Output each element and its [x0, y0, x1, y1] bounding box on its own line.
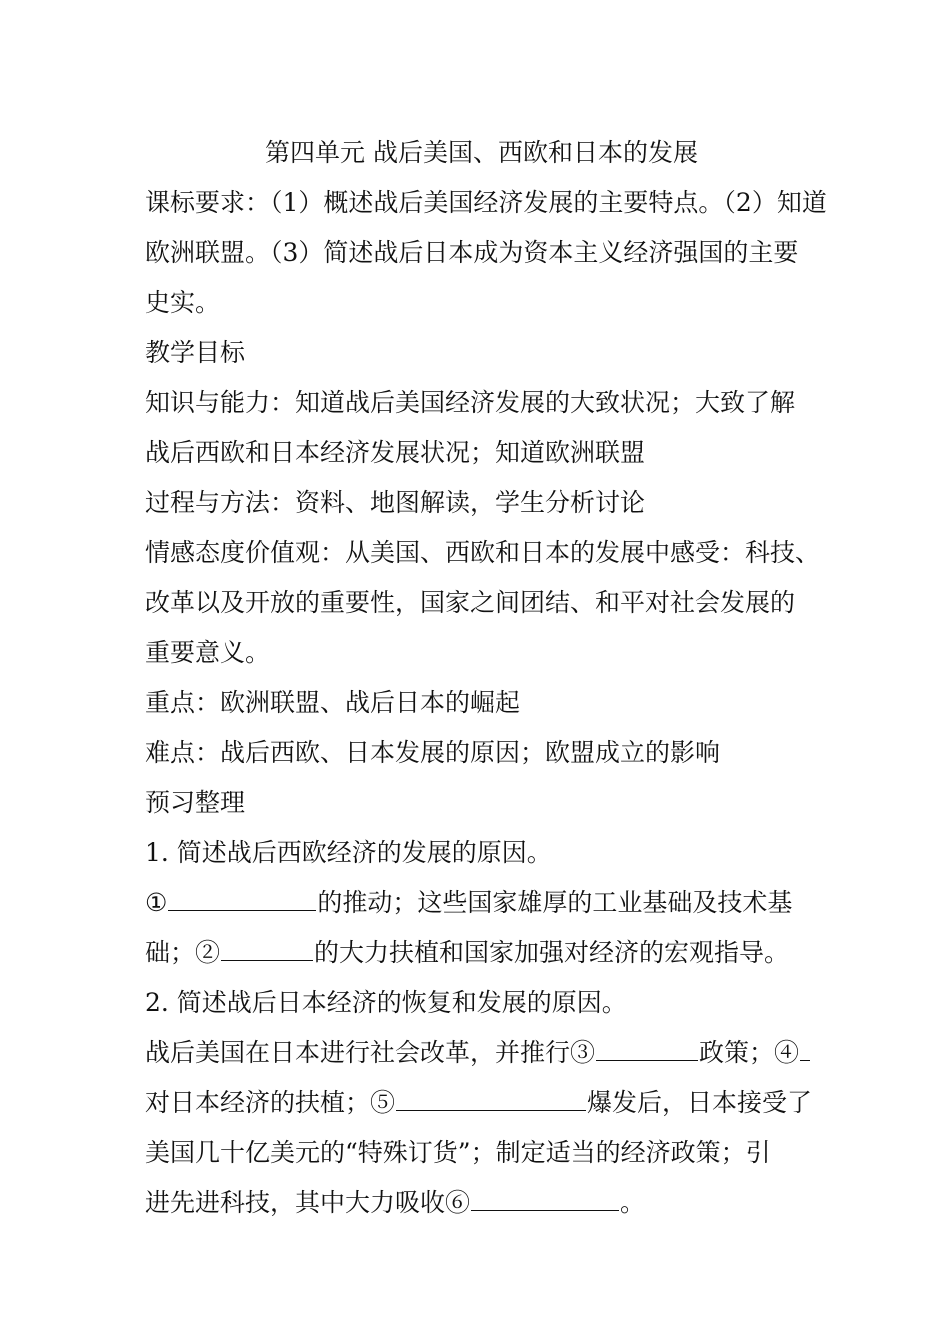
blank-marker-1: ① [145, 888, 168, 917]
text-segment: 进先进科技，其中大力吸收 [145, 1188, 446, 1217]
emotion-line: 重要意义。 [145, 638, 271, 667]
fill-blank-3[interactable] [596, 1030, 698, 1061]
text-segment: 础； [145, 938, 196, 967]
text-segment: 的大力扶植和国家加强对经济的宏观指导。 [314, 938, 790, 967]
question-2-answer-line [145, 1078, 813, 1128]
fill-blank-5[interactable] [396, 1080, 586, 1111]
question-2-answer-line [145, 1028, 810, 1078]
curriculum-line: 课标要求：（1）概述战后美国经济发展的主要特点。（2）知道 [145, 188, 827, 217]
emotion-line: 改革以及开放的重要性，国家之间团结、和平对社会发展的 [145, 588, 796, 617]
curriculum-line: 史实。 [145, 288, 221, 317]
emotion-line: 情感态度价值观：从美国、西欧和日本的发展中感受：科技、 [145, 538, 821, 567]
question-2-answer-line: 美国几十亿美元的“特殊订货”；制定适当的经济政策；引 [145, 1138, 771, 1167]
fill-blank-2[interactable] [221, 930, 313, 961]
question-1-answer-line [145, 928, 810, 978]
question-1: 1. 简述战后西欧经济的发展的原因。 [145, 838, 552, 867]
document-page [145, 128, 827, 1228]
preview-heading: 预习整理 [145, 788, 246, 817]
text-segment: 政策； [699, 1038, 775, 1067]
question-2-answer-line [145, 1178, 810, 1228]
text-segment: 对日本经济的扶植； [145, 1088, 371, 1117]
fill-blank-6[interactable] [471, 1180, 619, 1211]
blank-marker-4: ④ [774, 1038, 800, 1067]
knowledge-line: 知识与能力：知道战后美国经济发展的大致状况；大致了解 [145, 388, 796, 417]
blank-marker-2: ② [195, 938, 221, 967]
text-segment: 战后美国在日本进行社会改革，并推行 [145, 1038, 571, 1067]
difficulty-line: 难点：战后西欧、日本发展的原因；欧盟成立的影响 [145, 738, 721, 767]
curriculum-line: 欧洲联盟。（3）简述战后日本成为资本主义经济强国的主要 [145, 238, 799, 267]
key-point-line: 重点：欧洲联盟、战后日本的崛起 [145, 688, 521, 717]
fill-blank-1[interactable] [168, 880, 316, 911]
text-segment: 的推动；这些国家雄厚的工业基础及技术基 [317, 888, 793, 917]
blank-marker-6: ⑥ [445, 1188, 471, 1217]
process-line: 过程与方法：资料、地图解读，学生分析讨论 [145, 488, 646, 517]
fill-blank-4[interactable] [800, 1030, 810, 1061]
objectives-heading: 教学目标 [145, 338, 246, 367]
text-segment: 。 [620, 1188, 646, 1217]
knowledge-line: 战后西欧和日本经济发展状况；知道欧洲联盟 [145, 438, 646, 467]
text-segment: 爆发后，日本接受了 [587, 1088, 813, 1117]
page-title: 第四单元 战后美国、西欧和日本的发展 [265, 138, 698, 167]
blank-marker-5: ⑤ [370, 1088, 396, 1117]
question-2: 2. 简述战后日本经济的恢复和发展的原因。 [145, 988, 627, 1017]
blank-marker-3: ③ [570, 1038, 596, 1067]
question-1-answer-line [145, 878, 810, 928]
